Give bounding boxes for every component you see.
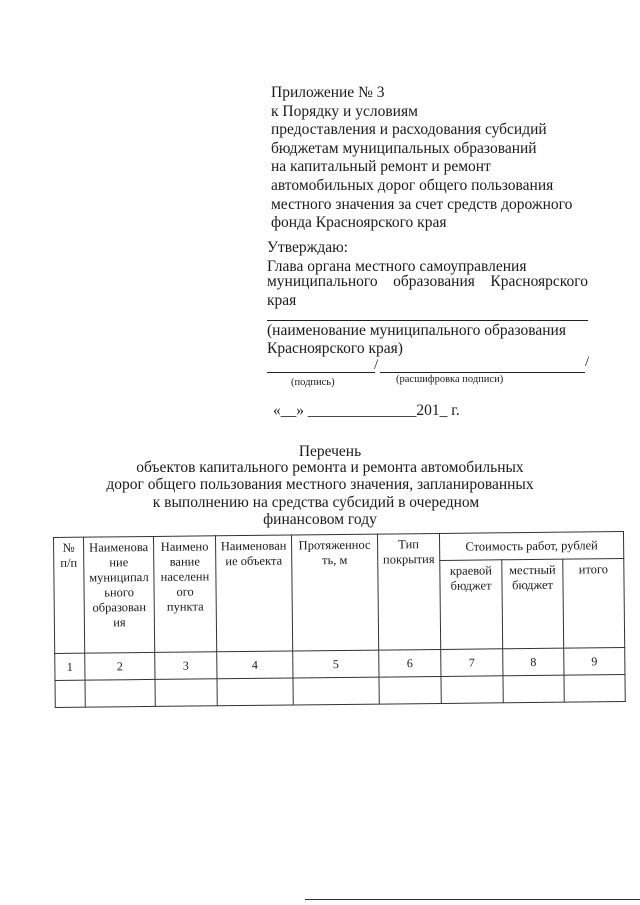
column-number: 3 xyxy=(155,652,217,680)
list-title: Перечень xyxy=(298,443,362,460)
header-num: № п/п xyxy=(54,537,85,653)
signature-caption: (подпись) xyxy=(291,377,335,388)
appendix-line: на капитальный ремонт и ремонт xyxy=(271,158,491,176)
column-number: 8 xyxy=(503,648,564,676)
approval-word: Красноярского xyxy=(490,273,588,290)
municipality-name-line[interactable] xyxy=(267,320,588,321)
column-number: 7 xyxy=(441,649,503,677)
signature-decode-caption: (расшифровка подписи) xyxy=(396,374,504,385)
table-cell[interactable] xyxy=(379,676,441,704)
column-number: 5 xyxy=(293,650,379,678)
column-number: 9 xyxy=(564,648,625,676)
signature-decode-line[interactable] xyxy=(380,372,585,373)
list-subtitle-line: дорог общего пользования местного значения, запланированных xyxy=(106,476,534,493)
table-cell[interactable] xyxy=(564,675,625,703)
column-number: 1 xyxy=(55,653,85,680)
column-number: 6 xyxy=(379,649,441,677)
header-surface: Тип покрытия xyxy=(377,533,440,650)
signature-slash-end: / xyxy=(585,354,590,370)
header-regional-budget: краевой бюджет xyxy=(440,560,503,650)
table-cell[interactable] xyxy=(441,676,503,704)
header-cost-group: Стоимость работ, рублей xyxy=(439,532,623,561)
column-number: 2 xyxy=(85,652,155,680)
approval-line-region: края xyxy=(267,292,297,309)
appendix-line: местного значения за счет средств дорожного xyxy=(271,195,573,213)
header-length: Протяженнос ть, м xyxy=(291,534,378,651)
header-local-budget: местный бюджет xyxy=(502,559,564,649)
table-cell[interactable] xyxy=(293,677,379,705)
appendix-line: к Порядку и условиям xyxy=(271,102,418,120)
header-object: Наименован ие объекта xyxy=(215,535,292,652)
signature-slash: / xyxy=(374,357,379,373)
appendix-line: бюджетам муниципальных образований xyxy=(271,139,537,157)
municipality-hint-line-2: Красноярского края) xyxy=(267,340,403,357)
header-settlement: Наимено вание населенн ого пункта xyxy=(153,536,216,653)
table-cell[interactable] xyxy=(55,680,85,707)
approval-word: образования xyxy=(393,273,475,290)
header-total: итого xyxy=(563,559,625,649)
approval-date[interactable]: «__» ______________201_ г. xyxy=(273,402,460,419)
signature-line[interactable] xyxy=(267,372,375,373)
table-cell[interactable] xyxy=(503,675,564,703)
municipality-hint-line-1: (наименование муниципального образования xyxy=(267,322,566,339)
column-number: 4 xyxy=(217,651,293,679)
table-cell[interactable] xyxy=(155,679,217,707)
approval-line-head: Глава органа местного самоуправления xyxy=(267,258,527,275)
table-row xyxy=(55,675,625,708)
list-subtitle-line: к выполнению на средства субсидий в очередном xyxy=(152,494,480,511)
table-cell[interactable] xyxy=(85,679,155,707)
table-cell[interactable] xyxy=(217,678,293,706)
header-municipality: Наименова ние муниципал ьного образован ия xyxy=(84,536,155,653)
appendix-line: автомобильных дорог общего пользования xyxy=(271,176,554,194)
objects-table xyxy=(53,531,626,708)
appendix-line: Приложение № 3 xyxy=(271,84,385,101)
page-bottom-rule xyxy=(305,899,640,900)
appendix-line: фонда Красноярского края xyxy=(271,214,447,232)
approval-title: Утверждаю: xyxy=(267,239,348,256)
approval-word: муниципального xyxy=(267,273,378,290)
appendix-line: предоставления и расходования субсидий xyxy=(271,121,547,139)
appendix-block xyxy=(271,84,572,233)
approval-line-municipality xyxy=(267,273,588,291)
list-subtitle-line: объектов капитального ремонта и ремонта автомобильных xyxy=(136,459,524,476)
list-subtitle-line: финансовом году xyxy=(263,511,377,528)
